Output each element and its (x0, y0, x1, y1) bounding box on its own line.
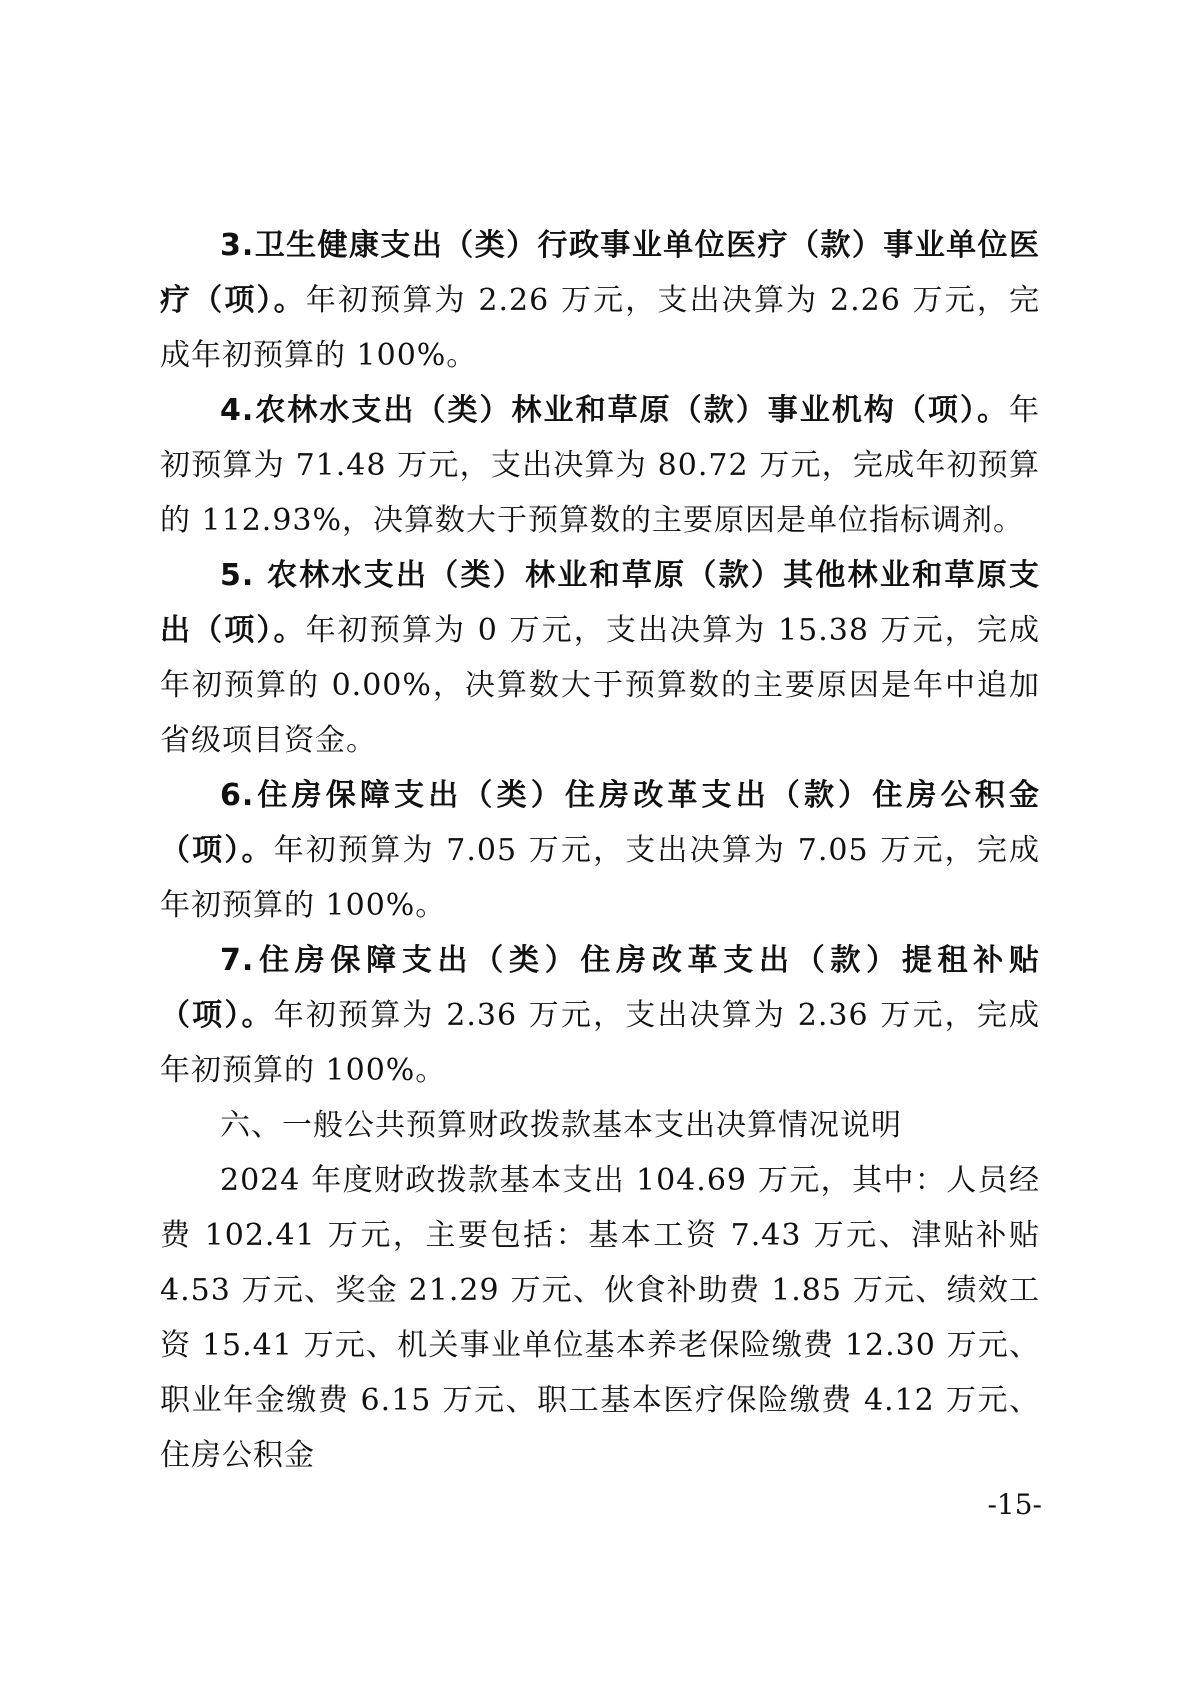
paragraph-title: 5. 农林水支出（类）林业和草原（款）其他林业和草原支出（项）。 (160, 558, 1040, 648)
paragraph-text: 年初预算为 71.48 万元，支出决算为 80.72 万元，完成年初预算的 112.93%，决算数大于预算数的主要原因是单位指标调剂。 (160, 393, 1040, 538)
paragraph-title: 4.农林水支出（类）林业和草原（款）事业机构（项）。 (220, 393, 1009, 428)
paragraph-health-expenditure (160, 218, 1040, 383)
paragraph-text: 年初预算为 0 万元，支出决算为 15.38 万元，完成年初预算的 0.00%，决算数大于预算数的主要原因是年中追加省级项目资金。 (160, 613, 1040, 758)
page-number: -15- (987, 1488, 1042, 1521)
section-heading: 六、一般公共预算财政拨款基本支出决算情况说明 (220, 1108, 902, 1143)
document-body (160, 218, 1040, 1483)
paragraph-text: 年初预算为 2.36 万元，支出决算为 2.36 万元，完成年初预算的 100%。 (160, 998, 1040, 1088)
paragraph-basic-expenditure: 2024 年度财政拨款基本支出 104.69 万元，其中：人员经费 102.41 万元，主要包括：基本工资 7.43 万元、津贴补贴 4.53 万元、奖金 21.29 万元、伙食补助费 1.85 万元、绩效工资 15.41 万元、机关事业单位基本养老保险缴费 12.30 万元、职业年金缴费 6.15 万元、职工基本医疗保险缴费 4.12 万元、住房公积金 (160, 1163, 1040, 1473)
paragraph-title: 3.卫生健康支出（类）行政事业单位医疗（款）事业单位医疗（项）。 (160, 228, 1040, 318)
paragraph-title: 6.住房保障支出（类）住房改革支出（款）住房公积金（项）。 (160, 778, 1040, 868)
paragraph-forestry-other (160, 548, 1040, 768)
paragraph-rent-subsidy (160, 933, 1040, 1098)
paragraph-text: 年初预算为 7.05 万元，支出决算为 7.05 万元，完成年初预算的 100%。 (160, 833, 1040, 923)
paragraph-text: 年初预算为 2.26 万元，支出决算为 2.26 万元，完成年初预算的 100%。 (160, 283, 1040, 373)
paragraph-title: 7.住房保障支出（类）住房改革支出（款）提租补贴（项）。 (160, 943, 1040, 1033)
paragraph-forestry-institutions (160, 383, 1040, 548)
paragraph-housing-fund (160, 768, 1040, 933)
